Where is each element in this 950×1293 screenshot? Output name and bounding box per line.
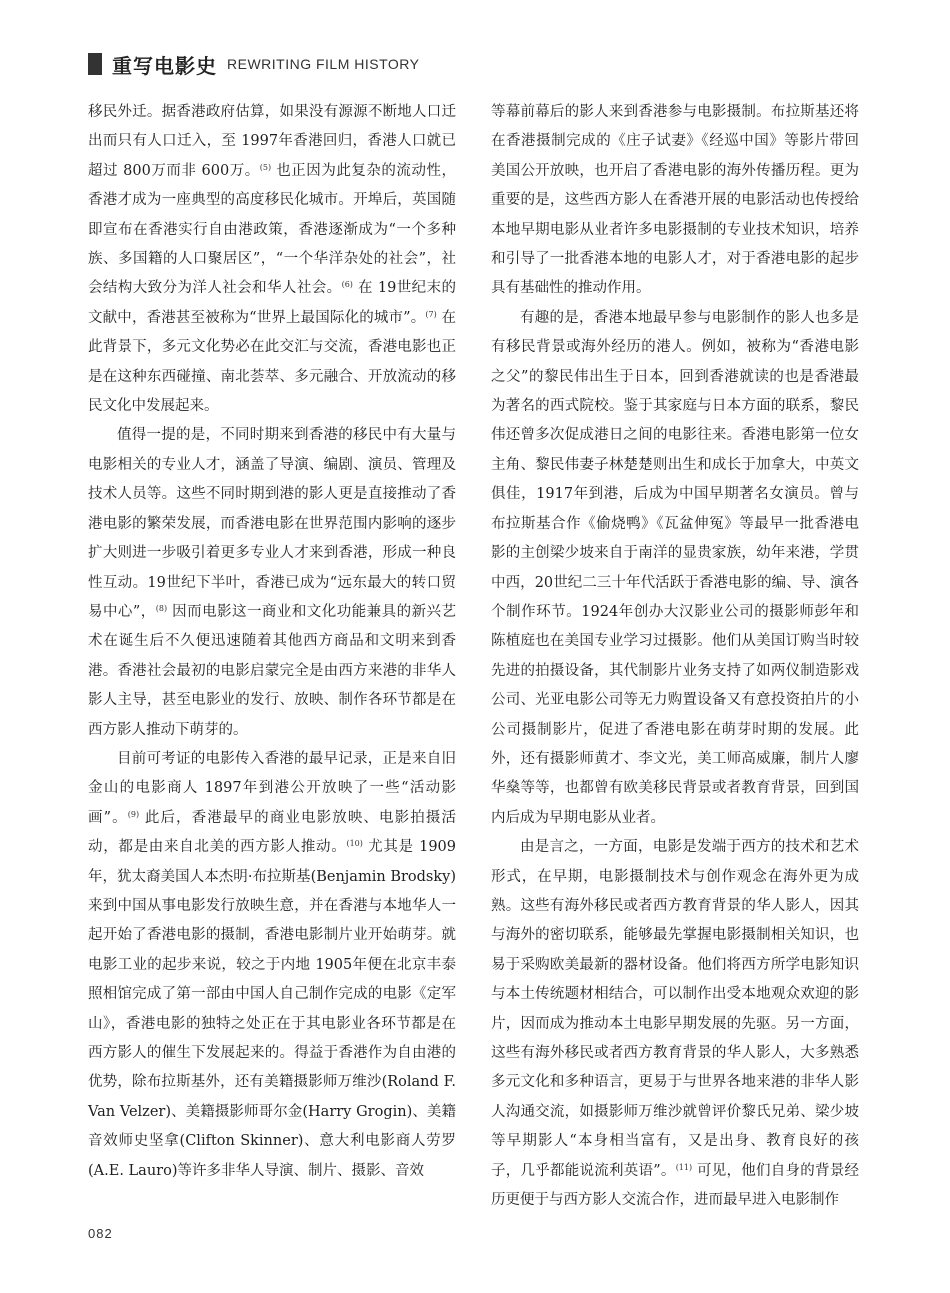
paragraph-text: 在 19世纪末的文献中，香港甚至被称为“世界上最国际化的城市”。: [88, 280, 457, 326]
header-title-zh: 重写电影史: [112, 53, 217, 78]
paragraph-text: 此后，香港最早的商业电影放映、电影拍摄活动，都是由来自北美的西方影人推动。: [88, 809, 456, 856]
footnote-ref: (5): [259, 162, 272, 172]
paragraph-text: 值得一提的是，不同时期来到香港的移民中有大量与电影相关的专业人才，涵盖了导演、编剧、演员、管理及技术人员等。这些不同时期到港的影人更是直接推动了香港电影的繁荣发展，而香港电影在世界范围内影响的逐步扩大则进一步吸引着更多专业人才来到香港，形成一种良性互动。19世纪下半叶，香港已成为“远东最大的转口贸易中心”，: [88, 427, 456, 620]
paragraph-text: 在此背景下，多元文化势必在此交汇与交流，香港电影也正是在这种东西碰撞、南北荟萃、多元融合、开放流动的移民文化中发展起来。: [88, 309, 457, 415]
header-title-en: REWRITING FILM HISTORY: [227, 56, 420, 72]
footnote-ref: (10): [346, 839, 363, 849]
paragraph-text: 等幕前幕后的影人来到香港参与电影摄制。布拉斯基还将在香港摄制完成的《庄子试妻》《经巡中国》等影片带回美国公开放映，也开启了香港电影的海外传播历程。更为重要的是，这些西方影人在香港开展的电影活动也传授给本地早期电影从业者许多电影摄制的专业技术知识，培养和引导了一批香港本地的电影人才，对于香港电影的起步具有基础性的推动作用。: [491, 104, 859, 297]
paragraph-text: 因而电影这一商业和文化功能兼具的新兴艺术在诞生后不久便迅速随着其他西方商品和文明来到香港。香港社会最初的电影启蒙完全是由西方来港的非华人影人主导，甚至电影业的发行、放映、制作各环节都是在西方影人推动下萌芽的。: [88, 603, 456, 738]
paragraph: [88, 745, 456, 1186]
paragraph-text: 可见，他们自身的背景经历更便于与西方影人交流合作，进而最早进入电影制作: [491, 1162, 859, 1209]
paragraph-text: 有趣的是，香港本地最早参与电影制作的影人也多是有移民背景或海外经历的港人。例如，被称为“香港电影之父”的黎民伟出生于日本，回到香港就读的也是香港最为著名的西式院校。鉴于其家庭与日本方面的联系，黎民伟还曾多次促成港日之间的电影往来。香港电影第一位女主角、黎民伟妻子林楚楚则出生和成长于加拿大，中英文俱佳，1917年到港，后成为中国早期著名女演员。曾与布拉斯基合作《偷烧鸭》《瓦盆伸冤》等最早一批香港电影的主创梁少坡来自于南洋的显贵家族，幼年来港，学贯中西，20世纪二三十年代活跃于香港电影的编、导、演各个制作环节。1924年创办大汉影业公司的摄影师彭年和陈植庭也在美国专业学习过摄影。他们从美国订购当时较先进的拍摄设备，其代制影片业务支持了如两仪制造影戏公司、光亚电影公司等无力购置设备又有意投资拍片的小公司摄制影片，促进了香港电影在萌芽时期的发展。此外，还有摄影师黄才、李文光，美工师高威廉，制片人廖华燊等等，也都曾有欧美移民背景或者教育背景，回到国内后成为早期电影从业者。: [491, 309, 859, 826]
paragraph: [491, 833, 859, 1215]
paragraph-text: 由是言之，一方面，电影是发端于西方的技术和艺术形式，在早期，电影摄制技术与创作观念在海外更为成熟。这些有海外移民或者西方教育背景的华人影人，因其与海外的密切联系，能够最先掌握电影摄制相关知识，也易于采购欧美最新的器材设备。他们将西方所学电影知识与本土传统题材相结合，可以制作出受本地观众欢迎的影片，因而成为推动本土电影早期发展的先驱。另一方面，这些有海外移民或者西方教育背景的华人影人，大多熟悉多元文化和多种语言，更易于与世界各地来港的非华人影人沟通交流，如摄影师万维沙就曾评价黎氏兄弟、梁少坡等早期影人“本身相当富有，又是出身、教育良好的孩子，几乎都能说流利英语”。: [491, 839, 859, 1179]
paragraph-text: 尤其是 1909年，犹太裔美国人本杰明·布拉斯基(Benjamin Brodsky)来到中国从事电影发行放映生意，并在香港与本地华人一起开始了香港电影的摄制，香港电影制片业开始萌芽。就电影工业的起步来说，较之于内地 1905年便在北京丰泰照相馆完成了第一部由中国人自己制作完成的电影《定军山》，香港电影的独特之处正在于其电影业各环节都是在西方影人的催生下发展起来的。得益于香港作为自由港的优势，除布拉斯基外，还有美籍摄影师万维沙(Roland F. Van Velzer)、美籍摄影师哥尔金(Harry Grogin)、美籍音效师史坚拿(Clifton Skinner)、意大利电影商人劳罗(A.E. Lauro)等许多非华人导演、制片、摄影、音效: [88, 839, 457, 1179]
paragraph-text: 目前可考证的电影传入香港的最早记录，正是来自旧金山的电影商人 1897年到港公开放映了一些“活动影画”。: [88, 750, 456, 826]
footnote-ref: (7): [425, 309, 437, 319]
paragraph: [491, 304, 859, 833]
paragraph: [491, 98, 859, 304]
paragraph-text: 移民外迁。据香港政府估算，如果没有源源不断地人口迁出而只有人口迁入，至 1997年香港回归，香港人口就已超过 800万而非 600万。: [88, 104, 456, 179]
footnote-ref: (9): [127, 809, 140, 819]
footnote-ref: (6): [341, 280, 353, 290]
page-number: 082: [88, 1226, 113, 1241]
right-column: [491, 98, 859, 1215]
paragraph: [88, 421, 456, 744]
paragraph-text: 也正因为此复杂的流动性，香港才成为一座典型的高度移民化城市。开埠后，英国随即宣布在香港实行自由港政策，香港逐渐成为“一个多种族、多国籍的人口聚居区”，“一个华洋杂处的社会”，社会结构大致分为洋人社会和华人社会。: [88, 162, 456, 297]
running-header: [88, 50, 420, 78]
left-column: [88, 98, 456, 1186]
header-block-mark: [88, 53, 102, 75]
footnote-ref: (11): [675, 1162, 693, 1172]
footnote-ref: (8): [155, 603, 168, 613]
paragraph: [88, 98, 456, 421]
